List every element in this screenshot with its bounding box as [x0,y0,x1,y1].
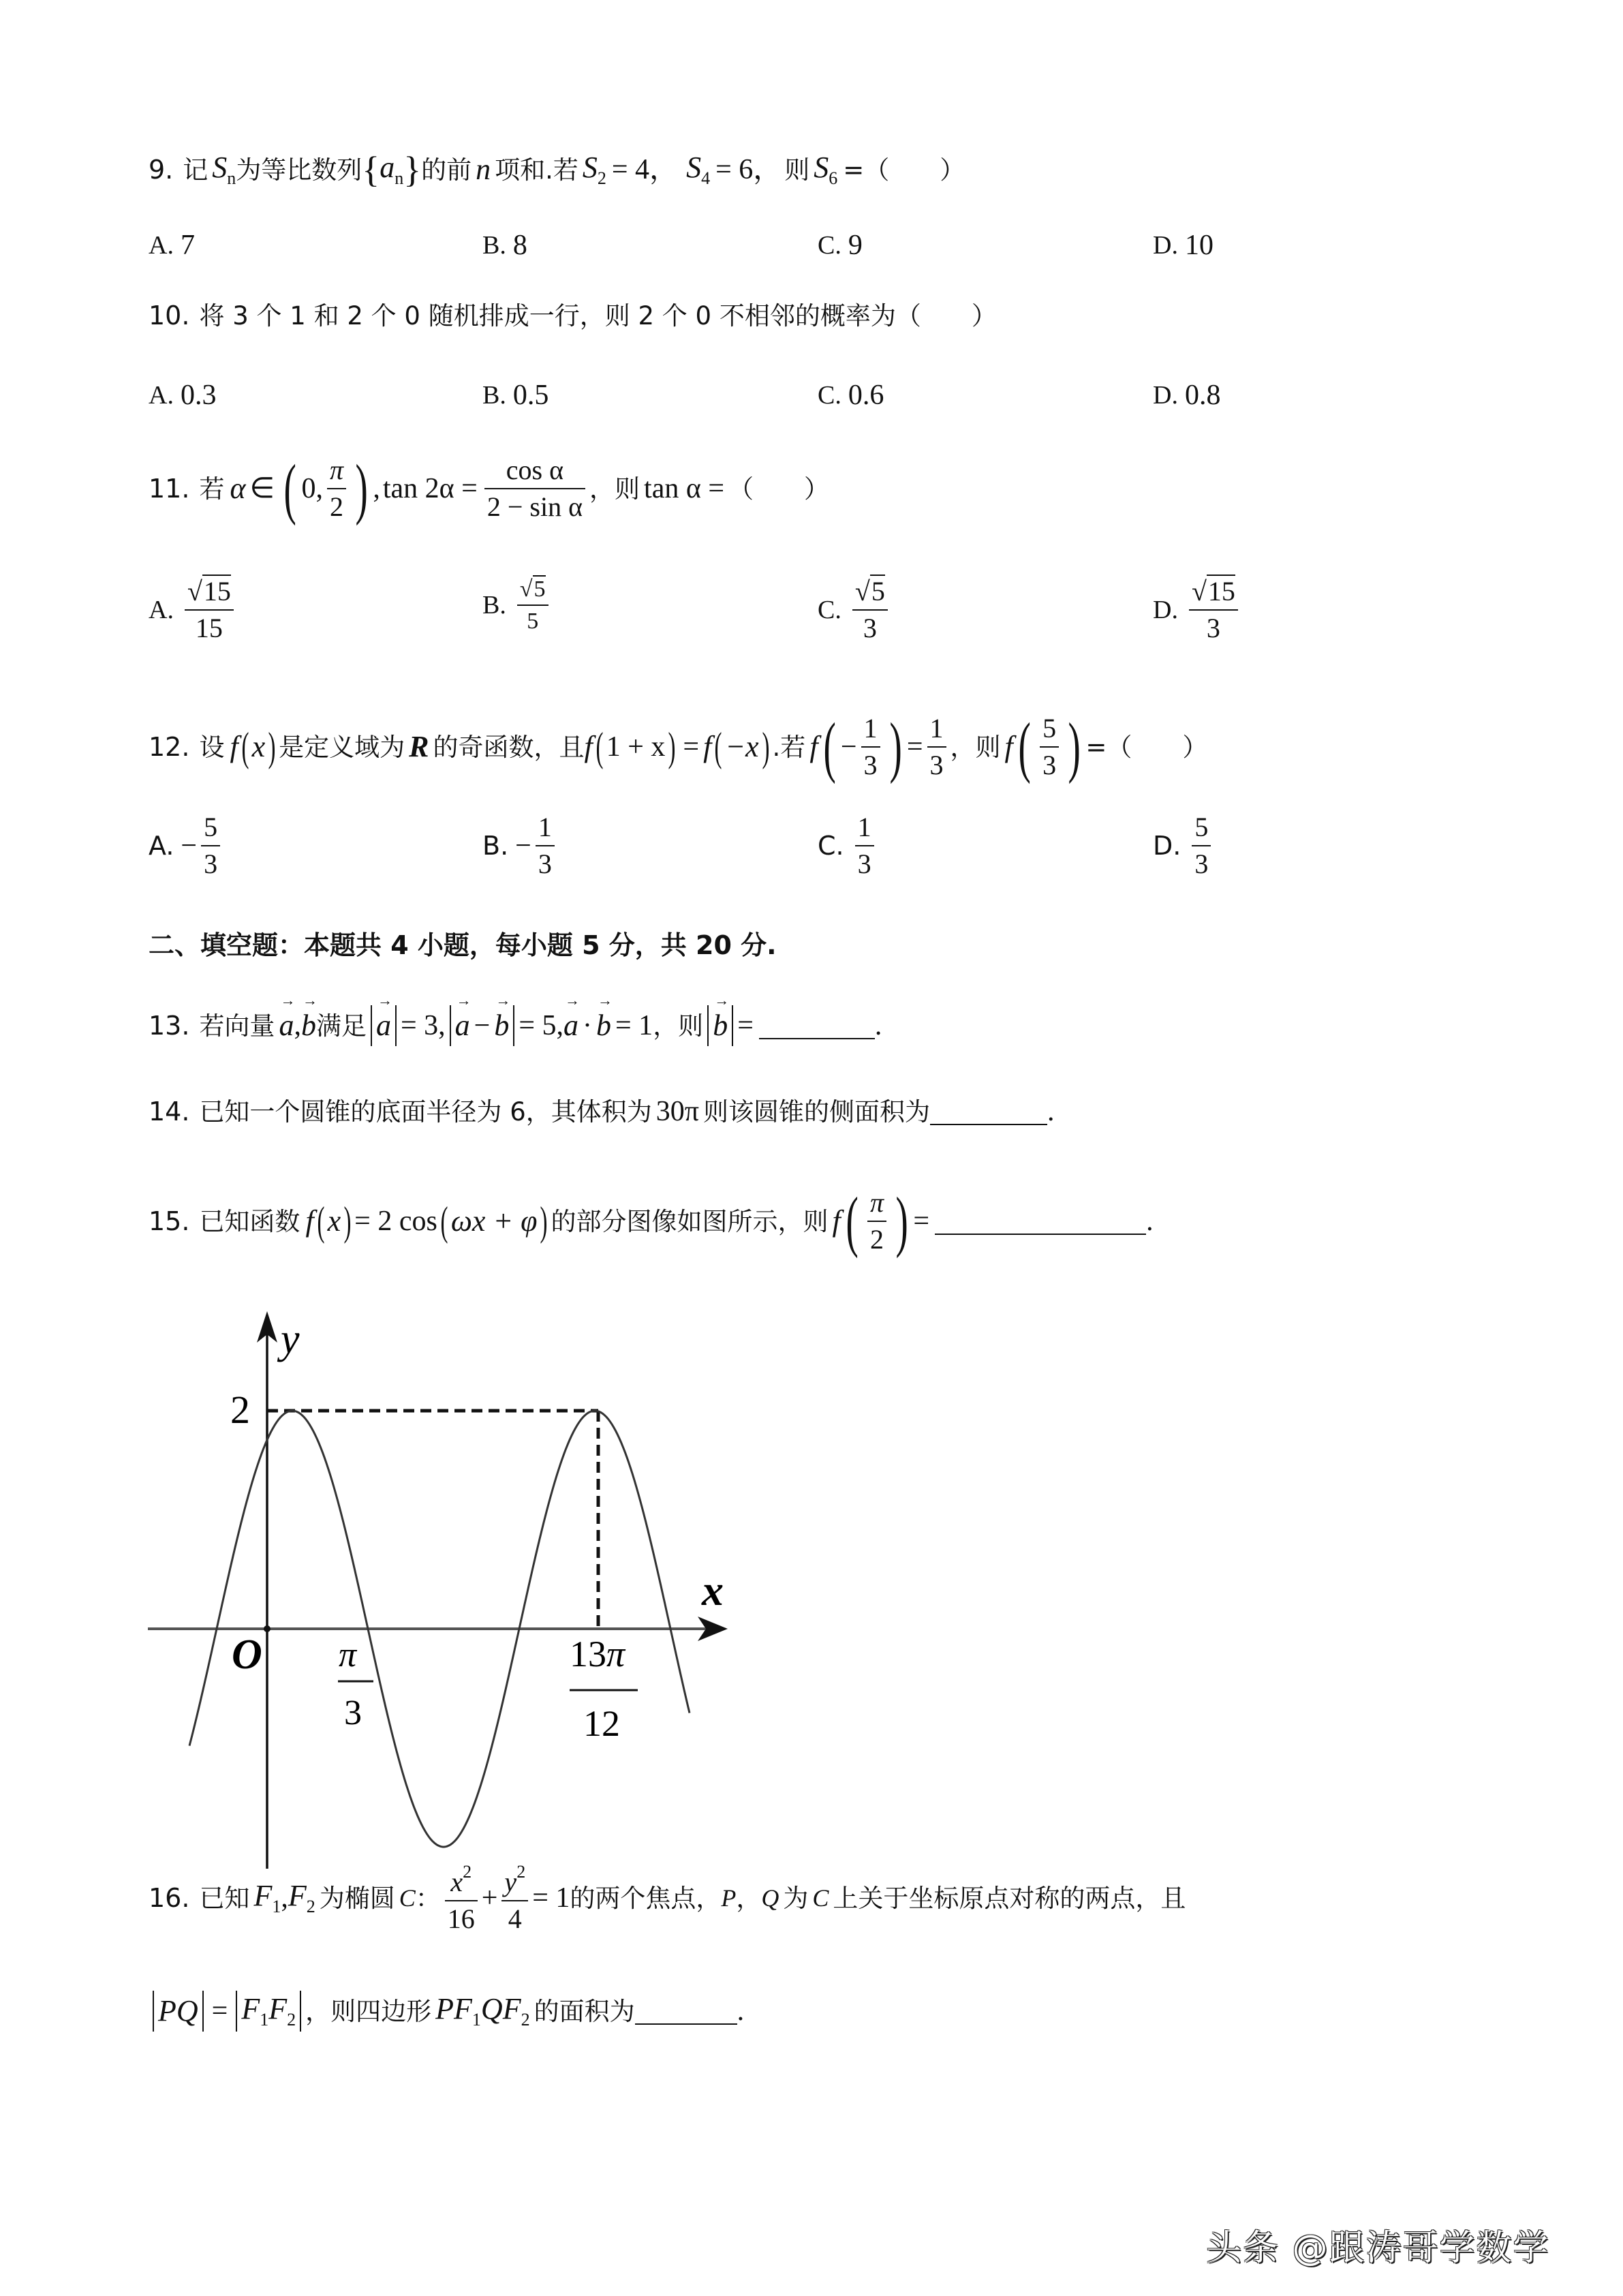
q10-option-d[interactable]: D. 0.8 [1153,380,1221,411]
q9-option-b[interactable]: B. 8 [482,230,527,261]
y-axis-label: y [281,1316,300,1362]
question-16: 16. 已知 $F_1$ , $F_2$ 为椭圆 C ： $\frac{x^2}{16}$ + $\frac{y^2}{4}$ = 1 的两个焦点， P ， Q 为 C 上关于坐标原点对称的两点，且 [149,1861,1186,1934]
q10-option-c[interactable]: C. 0.6 [818,380,884,411]
question-number: 9. [149,155,174,185]
y-tick-2: 2 [230,1388,250,1432]
q9-option-c[interactable]: C. 9 [818,230,863,261]
x-tick-13pi-num: 13π [570,1634,625,1674]
question-9: 9. 记 $S_n$ 为等比数列 { $a_n$ } 的前 n 项和.若 $S_2$ = 4， $S_4$ = 6， 则 $S_6$ =（ ） [149,149,965,190]
question-12: 12. 设 f ( x ) 是定义域为 R 的奇函数，且 f ( 1 + x ) = f ( −x ) .若 f ( − $\frac{1}{3}$ ) = $\frac{1}{3}$ ，则 f ( $\frac{5}{3}$ ) =（ ） [149,709,1208,784]
x-tick-pi-num: π [339,1636,357,1674]
section-title-fill-in: 二、填空题：本题共 4 小题，每小题 5 分，共 20 分. [149,930,777,960]
question-14: 14. 已知一个圆锥的底面半径为 6，其体积为 30π 则该圆锥的侧面积为 . [149,1096,1055,1127]
q12-option-c[interactable]: C. $\frac{1}{3}$ [818,812,878,879]
q11-option-b[interactable]: B. $\frac{√5}{5}$ [482,577,553,634]
origin-label: O [232,1632,262,1678]
q10-option-b[interactable]: B. 0.5 [482,380,549,411]
q12-option-a[interactable]: A. − $\frac{5}{3}$ [149,812,224,879]
question-13: 13. 若向量 → a , → b 满足 → a = 3, → a − → b = 5, → a · → b = 1 ，则 → b = . [149,1002,882,1050]
watermark: 头条 @跟涛哥学数学 [1206,2228,1550,2269]
question-16-line-2: PQ = $F_1F_2$ ，则四边形 $PF_1QF_2$ 的面积为 . [149,1987,744,2036]
q11-option-d[interactable]: D. $\frac{√15}{3}$ [1153,577,1242,643]
question-15: 15. 已知函数 f ( x ) = 2 cos ( ωx + φ ) 的部分图像如图所示，则 f ( $\frac{\pi}{2}$ ) = . [149,1183,1154,1259]
q9-option-a[interactable]: A. 7 [149,230,195,261]
question-10: 10. 将 3 个 1 和 2 个 0 随机排成一行，则 2 个 0 不相邻的概率为（ ） [149,301,997,331]
q16-answer-blank[interactable] [635,1997,737,2025]
q9-option-d[interactable]: D. 10 [1153,230,1214,261]
x-axis-label: x [702,1566,724,1614]
q12-option-d[interactable]: D. $\frac{5}{3}$ [1153,812,1215,879]
question-11: 11. 若 α ∈ ( 0, $\frac{\pi}{2}$ ) , tan 2α = $\frac{\text{cos α}}{\text{2 − sin α}}$ ，则 tan α = （ ） [149,450,830,526]
q11-option-a[interactable]: A. $\frac{√15}{15}$ [149,577,238,643]
q12-option-b[interactable]: B. − $\frac{1}{3}$ [482,812,559,879]
q11-option-c[interactable]: C. $\frac{√5}{3}$ [818,577,892,643]
x-tick-13pi-den: 12 [583,1703,620,1744]
q10-option-a[interactable]: A. 0.3 [149,380,217,411]
x-tick-pi-den: 3 [344,1694,362,1732]
